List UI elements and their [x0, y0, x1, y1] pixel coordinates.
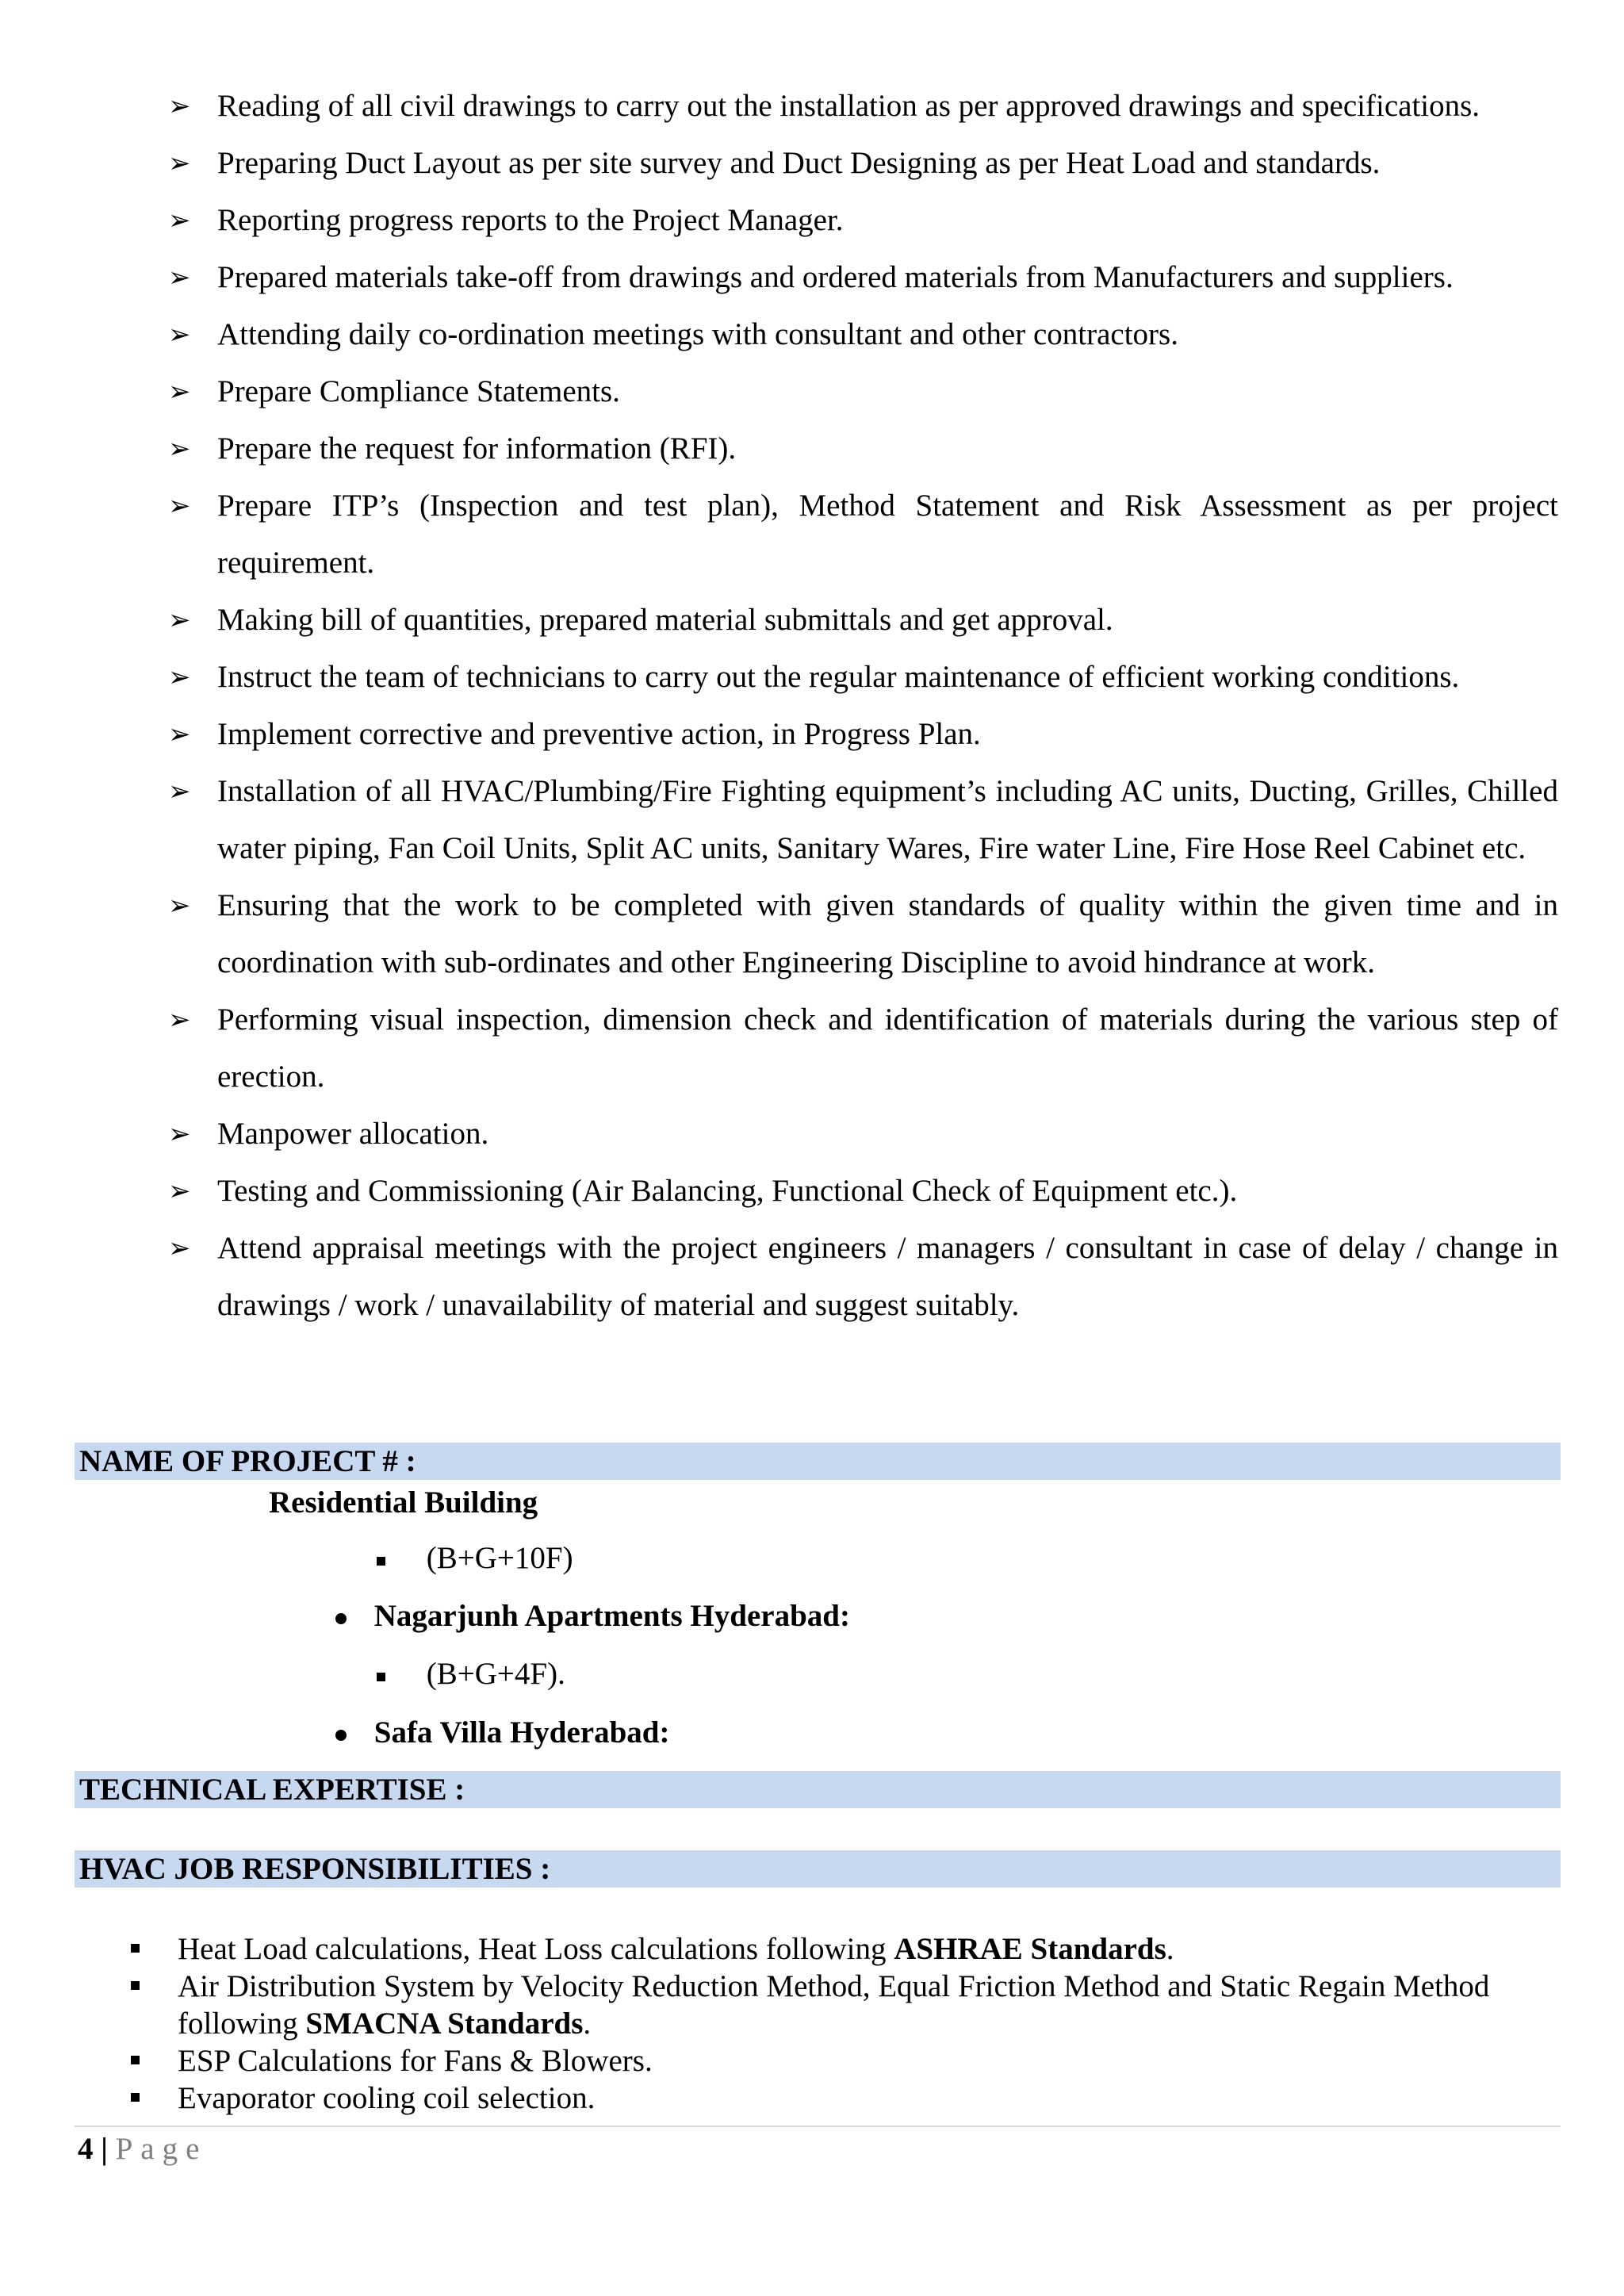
square-bullet-icon — [131, 2056, 140, 2064]
arrow-bullet-icon: ➢ — [168, 1118, 191, 1150]
arrow-bullet-icon: ➢ — [168, 262, 191, 293]
list-item: ➢ Instruct the team of technicians to carry out the regular maintenance of efficient working conditions. — [167, 649, 1558, 706]
arrow-bullet-icon: ➢ — [168, 90, 191, 122]
list-item: Evaporator cooling coil selection. — [75, 2079, 1557, 2117]
residential-spec: (B+G+10F) — [426, 1541, 573, 1575]
project-2-row — [335, 1597, 850, 1635]
project-2-spec: (B+G+4F). — [426, 1657, 565, 1691]
arrow-bullet-icon: ➢ — [168, 1175, 191, 1207]
smacna-standards: SMACNA Standards — [305, 2007, 584, 2041]
ashrae-standards: ASHRAE Standards — [894, 1932, 1166, 1966]
arrow-bullet-icon: ➢ — [168, 776, 191, 807]
square-bullet-icon — [131, 1981, 140, 1990]
square-bullet-icon — [377, 1557, 385, 1566]
arrow-bullet-icon: ➢ — [168, 719, 191, 750]
project-3-row — [335, 1714, 669, 1752]
arrow-bullet-icon: ➢ — [168, 319, 191, 351]
residential-spec-row — [377, 1539, 573, 1577]
list-item: Air Distribution System by Velocity Reduction Method, Equal Friction Method and Static Regain Method following SMACNA Standards. — [75, 1968, 1557, 2042]
list-item: ESP Calculations for Fans & Blowers. — [75, 2042, 1557, 2079]
project-2-name: Nagarjunh Apartments Hyderabad: — [373, 1599, 850, 1633]
square-bullet-icon — [131, 2093, 140, 2102]
list-item: ➢ Prepare ITP’s (Inspection and test plan), Method Statement and Risk Assessment as per project requirement. — [167, 477, 1558, 592]
list-item: ➢ Prepared materials take-off from drawings and ordered materials from Manufacturers and suppliers. — [167, 249, 1558, 306]
list-item: ➢ Prepare Compliance Statements. — [167, 363, 1558, 420]
square-bullet-icon — [377, 1673, 385, 1681]
page-label: Page — [115, 2132, 208, 2166]
list-item: ➢ Making bill of quantities, prepared material submittals and get approval. — [167, 592, 1558, 649]
list-item: ➢ Performing visual inspection, dimension check and identification of materials during the various step of erection. — [167, 991, 1558, 1106]
hvac-responsibilities-heading: HVAC JOB RESPONSIBILITIES : — [75, 1850, 1561, 1888]
list-item: Heat Load calculations, Heat Loss calculations following ASHRAE Standards. — [75, 1930, 1557, 1968]
footer-separator: | — [101, 2132, 108, 2166]
list-item: ➢ Installation of all HVAC/Plumbing/Fire Fighting equipment’s including AC units, Ducting, Grilles, Chilled water piping, Fan Coil Units, Split AC units, Sanitary Wares, Fire water Line, Fire Hose Reel Cabinet etc. — [167, 763, 1558, 877]
arrow-bullet-icon: ➢ — [168, 148, 191, 179]
page-footer — [78, 2130, 207, 2168]
arrow-bullet-icon: ➢ — [168, 205, 191, 236]
hvac-responsibility-list — [75, 1930, 1557, 2117]
project-2-spec-row — [377, 1655, 565, 1693]
square-bullet-icon — [131, 1944, 140, 1953]
project-section-heading: NAME OF PROJECT # : — [75, 1443, 1561, 1480]
list-item: ➢ Preparing Duct Layout as per site survey and Duct Designing as per Heat Load and standards. — [167, 135, 1558, 192]
list-item: ➢ Implement corrective and preventive action, in Progress Plan. — [167, 706, 1558, 763]
arrow-bullet-icon: ➢ — [168, 890, 191, 922]
page-number: 4 — [78, 2132, 94, 2166]
list-item: ➢ Ensuring that the work to be completed with given standards of quality within the given time and in coordination with sub-ordinates and other Engineering Discipline to avoid hindrance at work. — [167, 877, 1558, 991]
arrow-bullet-icon: ➢ — [168, 1232, 191, 1264]
round-bullet-icon — [335, 1613, 347, 1624]
list-item: ➢ Manpower allocation. — [167, 1106, 1558, 1163]
responsibility-list — [167, 78, 1558, 1334]
arrow-bullet-icon: ➢ — [168, 1004, 191, 1036]
project-3-name: Safa Villa Hyderabad: — [373, 1715, 670, 1750]
list-item: ➢ Reading of all civil drawings to carry out the installation as per approved drawings and specifications. — [167, 78, 1558, 135]
list-item: ➢ Attend appraisal meetings with the project engineers / managers / consultant in case of delay / change in drawings / work / unavailability of material and suggest suitably. — [167, 1220, 1558, 1334]
list-item: ➢ Testing and Commissioning (Air Balancing, Functional Check of Equipment etc.). — [167, 1163, 1558, 1220]
arrow-bullet-icon: ➢ — [168, 376, 191, 408]
technical-expertise-heading: TECHNICAL EXPERTISE : — [75, 1771, 1561, 1808]
arrow-bullet-icon: ➢ — [168, 661, 191, 693]
arrow-bullet-icon: ➢ — [168, 490, 191, 522]
arrow-bullet-icon: ➢ — [168, 433, 191, 465]
round-bullet-icon — [335, 1730, 347, 1741]
list-item: ➢ Prepare the request for information (RFI). — [167, 420, 1558, 477]
list-item: ➢ Attending daily co-ordination meetings with consultant and other contractors. — [167, 306, 1558, 363]
arrow-bullet-icon: ➢ — [168, 604, 191, 636]
list-item: ➢ Reporting progress reports to the Project Manager. — [167, 192, 1558, 249]
footer-divider — [75, 2125, 1561, 2127]
residential-building-label: Residential Building — [269, 1485, 538, 1520]
